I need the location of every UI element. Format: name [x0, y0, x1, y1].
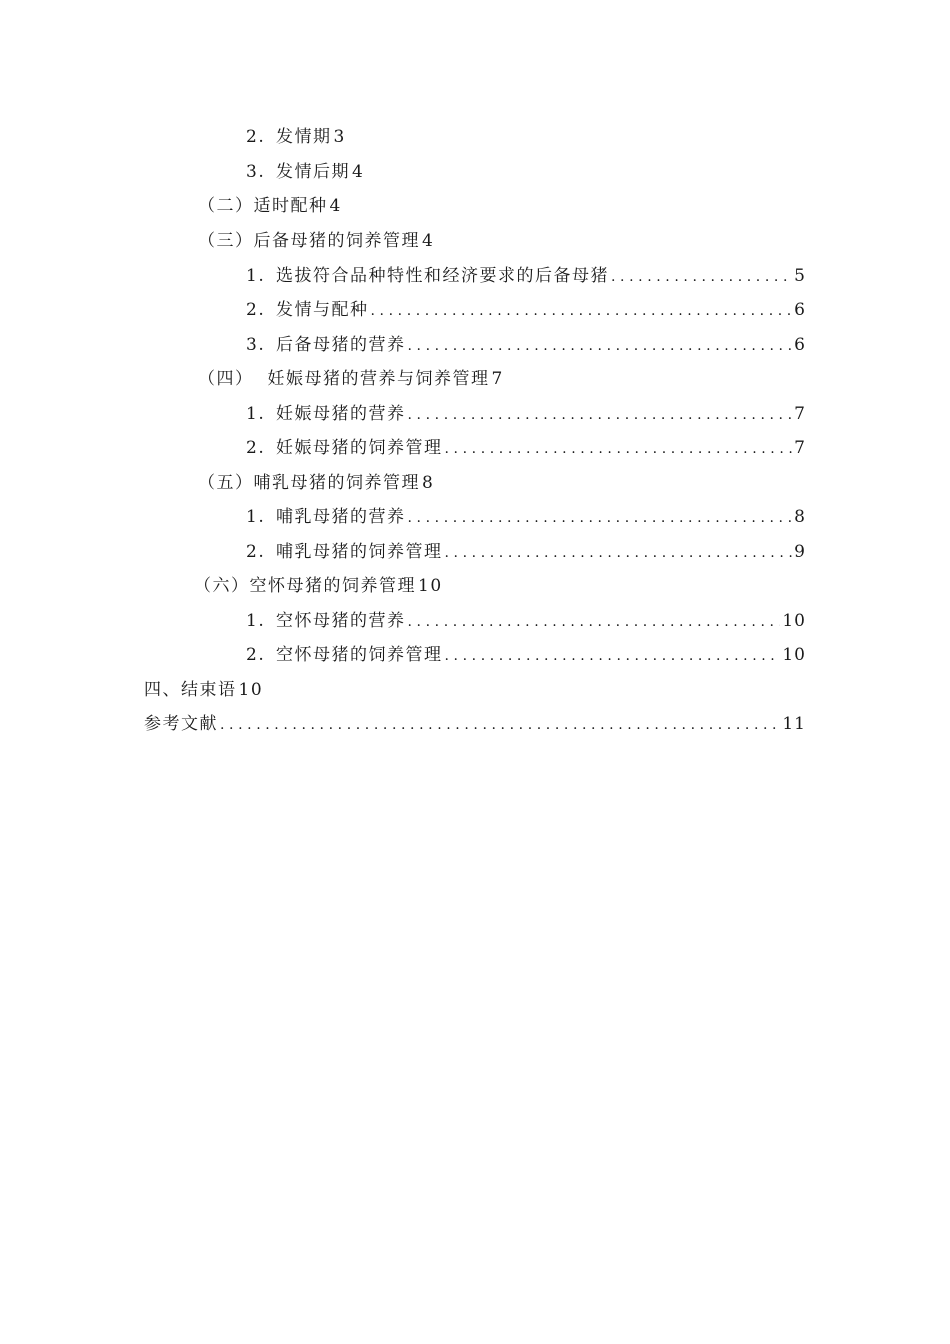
- toc-entry-number: （六）: [194, 576, 250, 596]
- toc-entry-number: 3.: [246, 162, 266, 182]
- toc-entry-page: 5: [794, 266, 806, 286]
- toc-entry[interactable]: [246, 608, 806, 634]
- toc-entry-page: 11: [782, 714, 806, 734]
- toc-entry[interactable]: [246, 124, 346, 150]
- toc-entry-page: 3: [333, 127, 346, 147]
- toc-entry-number: 1.: [246, 266, 266, 286]
- toc-entry[interactable]: [246, 263, 806, 289]
- toc-entry-title: 发情期: [276, 127, 332, 147]
- toc-leader-dots: [445, 540, 793, 566]
- toc-leader-dots: [611, 264, 792, 290]
- toc-leader-dots: [445, 643, 781, 669]
- toc-entry-page: 10: [782, 645, 806, 665]
- toc-entry[interactable]: [246, 401, 806, 427]
- toc-entry-page: 4: [329, 196, 342, 216]
- toc-entry[interactable]: [246, 159, 364, 185]
- toc-entry-page: 6: [794, 300, 806, 320]
- toc-entry-title: 哺乳母猪的饲养管理: [253, 473, 420, 493]
- toc-leader-dots: [408, 609, 781, 635]
- toc-entry[interactable]: [144, 677, 263, 703]
- toc-entry-page: 10: [418, 576, 443, 596]
- toc-entry-number: 2.: [246, 645, 266, 665]
- toc-entry[interactable]: [246, 504, 806, 530]
- toc-entry[interactable]: [198, 228, 434, 254]
- toc-entry-title: 妊娠母猪的营养与饲养管理: [267, 369, 490, 389]
- toc-entry-page: 6: [794, 335, 806, 355]
- toc-leader-dots: [408, 333, 793, 359]
- toc-entry-page: 10: [782, 611, 806, 631]
- toc-entry[interactable]: [246, 539, 806, 565]
- toc-entry-number: 2.: [246, 542, 266, 562]
- toc-entry-title: 哺乳母猪的营养: [276, 507, 406, 527]
- toc-entry[interactable]: [198, 470, 434, 496]
- toc-entry-title: 空怀母猪的饲养管理: [249, 576, 416, 596]
- toc-entry-page: 8: [794, 507, 806, 527]
- toc-entry-page: 7: [491, 369, 504, 389]
- toc-entry-number: （三）: [198, 231, 254, 251]
- toc-entry[interactable]: [246, 332, 806, 358]
- toc-entry-number: （四）: [198, 369, 254, 389]
- toc-entry-page: 7: [794, 438, 806, 458]
- toc-leader-dots: [371, 298, 793, 324]
- toc-entry-title: 妊娠母猪的饲养管理: [276, 438, 443, 458]
- toc-entry-title: 选拔符合品种特性和经济要求的后备母猪: [276, 266, 609, 286]
- toc-entry[interactable]: [246, 297, 806, 323]
- toc-entry-page: 8: [422, 473, 435, 493]
- toc-entry-title: 空怀母猪的饲养管理: [276, 645, 443, 665]
- toc-entry-number: 1.: [246, 404, 266, 424]
- toc-entry-number: 1.: [246, 507, 266, 527]
- toc-entry-page: 9: [794, 542, 806, 562]
- toc-entry[interactable]: [198, 366, 504, 392]
- toc-entry-title: 结束语: [181, 680, 237, 700]
- toc-leader-dots: [445, 436, 793, 462]
- toc-entry-title: 发情后期: [276, 162, 350, 182]
- toc-entry[interactable]: [144, 711, 806, 737]
- toc-entry-page: 4: [422, 231, 435, 251]
- toc-entry-number: 2.: [246, 438, 266, 458]
- toc-leader-dots: [220, 712, 780, 738]
- toc-entry-title: 空怀母猪的营养: [276, 611, 406, 631]
- toc-entry-title: 后备母猪的饲养管理: [253, 231, 420, 251]
- toc-entry-number: 2.: [246, 300, 266, 320]
- toc-entry-number: 四、: [144, 680, 181, 700]
- toc-entry[interactable]: [246, 435, 806, 461]
- toc-entry[interactable]: [194, 573, 443, 599]
- toc-entry[interactable]: [246, 642, 806, 668]
- toc-entry-number: 2.: [246, 127, 266, 147]
- toc-entry-title: 后备母猪的营养: [276, 335, 406, 355]
- toc-leader-dots: [408, 505, 793, 531]
- toc-entry-title: 妊娠母猪的营养: [276, 404, 406, 424]
- toc-entry[interactable]: [198, 193, 342, 219]
- toc-entry-page: 10: [238, 680, 264, 700]
- toc-entry-number: 3.: [246, 335, 266, 355]
- toc-entry-title: 哺乳母猪的饲养管理: [276, 542, 443, 562]
- toc-entry-page: 7: [794, 404, 806, 424]
- toc-entry-title: 发情与配种: [276, 300, 369, 320]
- toc-entry-number: （二）: [198, 196, 254, 216]
- toc-entry-page: 4: [352, 162, 365, 182]
- toc-entry-number: 1.: [246, 611, 266, 631]
- toc-entry-title: 参考文献: [144, 714, 218, 734]
- toc-leader-dots: [408, 402, 793, 428]
- toc-entry-number: （五）: [198, 473, 254, 493]
- toc-entry-title: 适时配种: [253, 196, 328, 216]
